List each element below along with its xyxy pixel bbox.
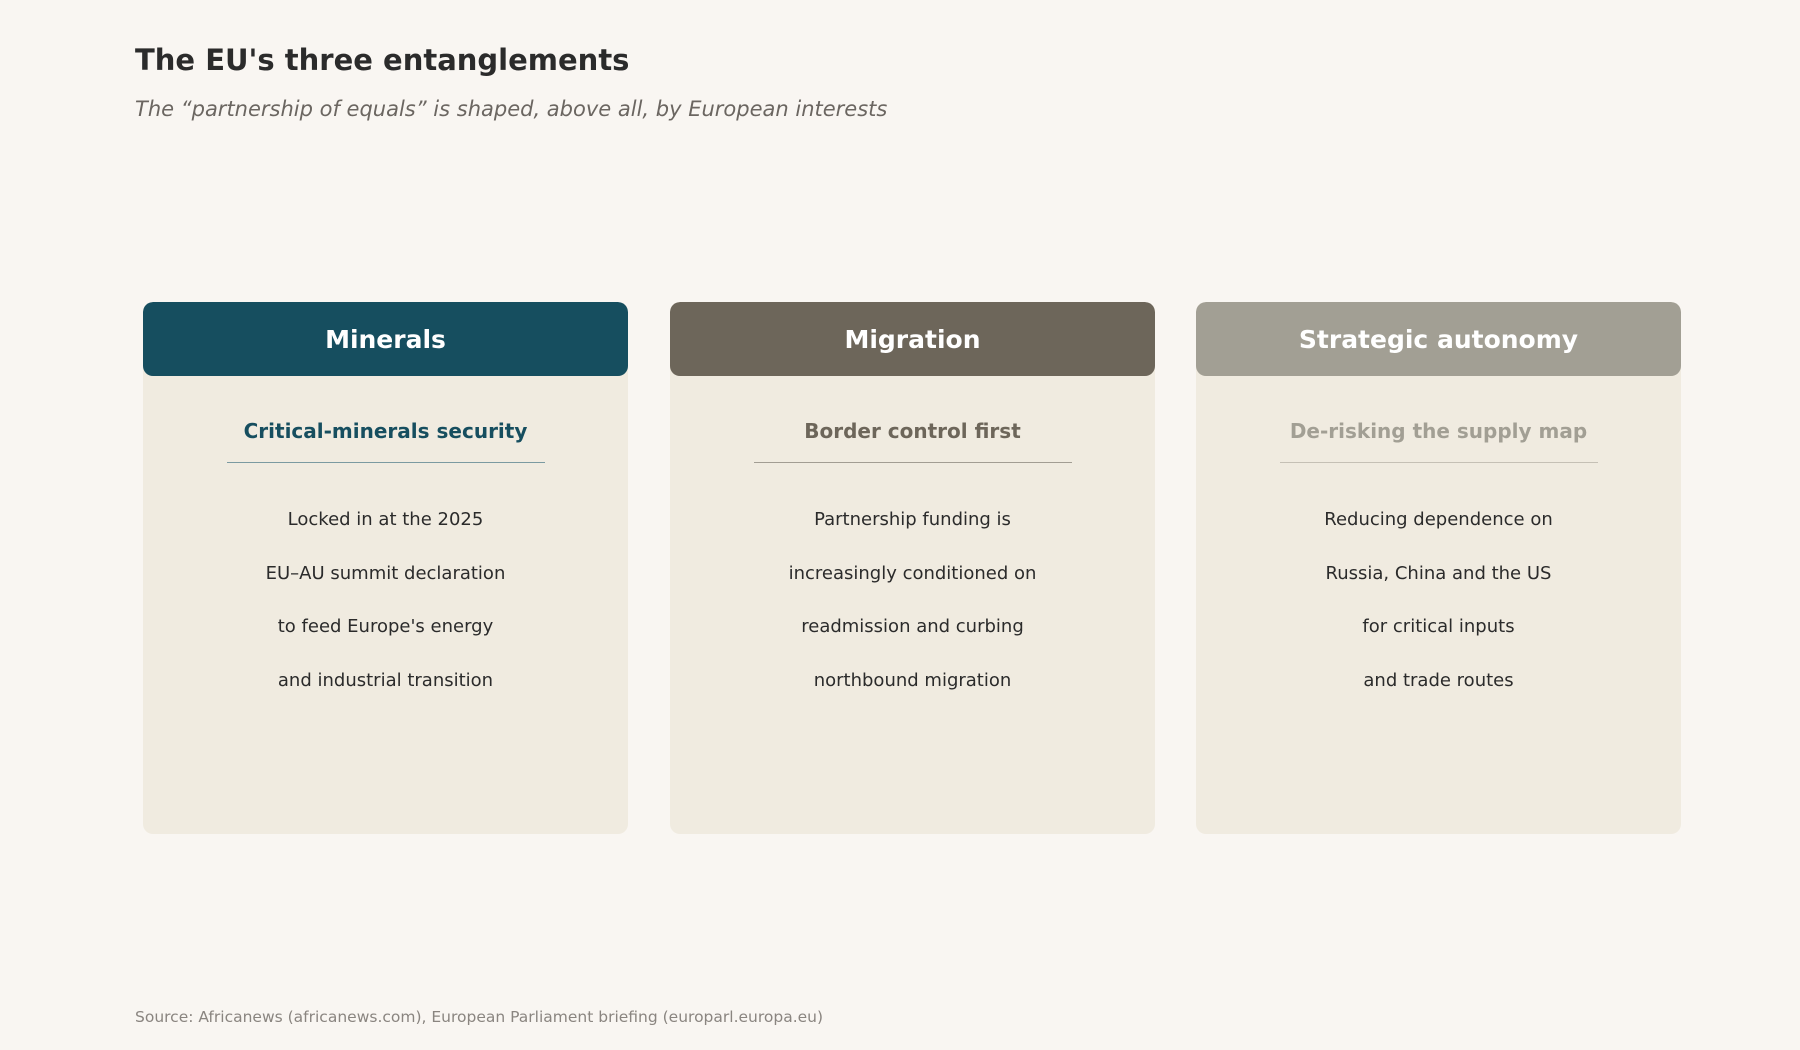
card-divider bbox=[1280, 462, 1598, 463]
card-text-line: readmission and curbing bbox=[801, 616, 1024, 637]
page-title: The EU's three entanglements bbox=[135, 43, 630, 77]
card-text-line: Partnership funding is bbox=[814, 509, 1011, 530]
card-body bbox=[143, 493, 628, 707]
card-header bbox=[670, 302, 1155, 376]
card-text-line: for critical inputs bbox=[1362, 616, 1515, 637]
card-body bbox=[670, 493, 1155, 707]
card-subtitle: Border control first bbox=[804, 419, 1021, 443]
card-header bbox=[143, 302, 628, 376]
card-text-line: increasingly conditioned on bbox=[788, 562, 1037, 584]
card-title: Strategic autonomy bbox=[1298, 324, 1579, 354]
card-title: Minerals bbox=[325, 324, 446, 354]
card-body bbox=[1196, 493, 1681, 707]
page-subtitle: The “partnership of equals” is shaped, above all, by European interests bbox=[135, 97, 888, 121]
card-minerals bbox=[143, 302, 628, 834]
card-text-line: Locked in at the 2025 bbox=[287, 509, 484, 530]
card-subtitle: De-risking the supply map bbox=[1289, 419, 1588, 443]
card-text-line: EU–AU summit declaration bbox=[265, 562, 506, 584]
card-title: Migration bbox=[844, 324, 981, 354]
card-subtitle: Critical-minerals security bbox=[243, 419, 528, 443]
card-text-line: Reducing dependence on bbox=[1324, 509, 1553, 530]
card-divider bbox=[754, 462, 1072, 463]
card-text-line: and trade routes bbox=[1363, 669, 1514, 691]
card-text-line: Russia, China and the US bbox=[1325, 562, 1552, 584]
card-strategic-autonomy bbox=[1196, 302, 1681, 834]
card-text-line: northbound migration bbox=[813, 669, 1012, 691]
card-text-line: and industrial transition bbox=[277, 669, 494, 691]
card-migration bbox=[670, 302, 1155, 834]
card-header bbox=[1196, 302, 1681, 376]
cards-row bbox=[143, 302, 1681, 834]
card-text-line: to feed Europe's energy bbox=[277, 616, 494, 637]
source-note: Source: Africanews (africanews.com), European Parliament briefing (europarl.europa.eu) bbox=[135, 1008, 824, 1026]
card-divider bbox=[227, 462, 545, 463]
